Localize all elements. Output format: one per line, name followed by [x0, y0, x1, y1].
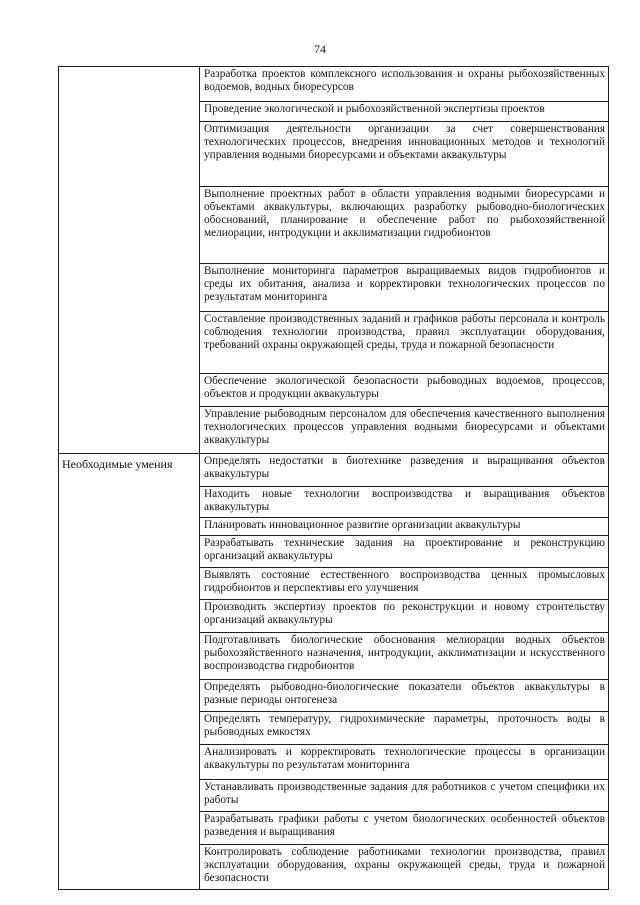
list-item: Анализировать и корректировать технологические процессы в организации аквакультуры по результатам мониторинга: [200, 745, 608, 780]
list-item: Выполнение мониторинга параметров выращиваемых видов гидробионтов и среды их обитания, анализа и корректировки технологических процессов по результатам мониторинга: [200, 264, 608, 312]
list-item: Обеспечение экологической безопасности рыбоводных водоемов, процессов, объектов и продукции аквакультуры: [200, 374, 608, 407]
table-row-labor-actions: [59, 67, 609, 454]
list-item: Выполнение проектных работ в области управления водными биоресурсами и объектами аквакультуры, включающих разработку рыбоводно-биологических обоснований, планирование и обеспечение работ по рыбохозяйственной мелиорации, интродукции и акклиматизации гидробионтов: [200, 187, 608, 264]
list-item: Определять рыбоводно-биологические показатели объектов аквакультуры в разные периоды онтогенеза: [200, 680, 608, 712]
list-item: Подготавливать биологические обоснования мелиорации водных объектов рыбохозяйственного назначения, интродукции, акклиматизации и искусственного воспроизводства гидробионтов: [200, 633, 608, 680]
requirements-table: [58, 66, 609, 890]
label-cell: [59, 454, 200, 890]
items-cell: [200, 454, 609, 890]
label-cell: [59, 67, 200, 454]
list-item: Разработка проектов комплексного использования и охраны рыбохозяйственных водоемов, водных биоресурсов: [200, 67, 608, 102]
items-cell: [200, 67, 609, 454]
list-item: Находить новые технологии воспроизводства и выращивания объектов аквакультуры: [200, 487, 608, 518]
list-item: Определять недостатки в биотехнике разведения и выращивания объектов аквакультуры: [200, 454, 608, 487]
row-label: Необходимые умения: [62, 457, 173, 471]
list-item: Управление рыбоводным персоналом для обеспечения качественного выполнения технологических процессов управления водными биоресурсами и объектами аквакультуры: [204, 408, 605, 446]
list-item: Оптимизация деятельности организации за счет совершенствования технологических процессов, внедрения инновационных методов и технологий управления водными биоресурсами и объектами аквакультуры: [200, 122, 608, 187]
list-item: Выявлять состояние естественного воспроизводства ценных промысловых гидробионтов и перспективы его улучшения: [200, 568, 608, 600]
list-item: Контролировать соблюдение работниками технологии производства, правил эксплуатации оборудования, охраны окружающей среды, труда и пожарной безопасности: [204, 846, 605, 884]
list-item: Проведение экологической и рыбохозяйственной экспертизы проектов: [200, 102, 608, 122]
table-row-required-skills: [59, 454, 609, 890]
page-number: 74: [314, 42, 326, 56]
row-label: [59, 67, 199, 73]
list-item: Производить экспертизу проектов по реконструкции и новому строительству организаций аквакультуры: [200, 600, 608, 633]
list-item: Определять температуру, гидрохимические параметры, проточность воды в рыбоводных емкостях: [200, 712, 608, 745]
list-item: Разрабатывать графики работы с учетом биологических особенностей объектов разведения и выращивания: [200, 812, 608, 845]
list-item: Устанавливать производственные задания для работников с учетом специфики их работы: [200, 780, 608, 812]
list-item: Планировать инновационное развитие организации аквакультуры: [200, 518, 608, 536]
list-item: Составление производственных заданий и графиков работы персонала и контроль соблюдения технологии производства, правил эксплуатации оборудования, требований охраны окружающей среды, труда и пожарной безопасности: [200, 312, 608, 374]
list-item: Разрабатывать технические задания на проектирование и реконструкцию организаций аквакультуры: [200, 536, 608, 568]
